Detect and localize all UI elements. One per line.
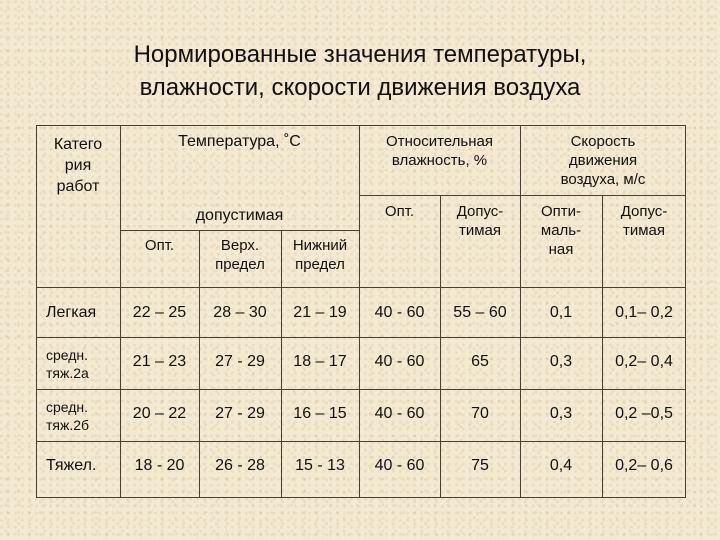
cell-speed-permissible: 0,2– 0,6 — [615, 456, 673, 474]
header-temp-lower: Нижний предел — [292, 237, 348, 273]
cell-speed-permissible: 0,2– 0,4 — [615, 352, 673, 370]
cell-speed-opt: 0,1 — [549, 304, 573, 321]
header-humidity: Относительная влажность, % — [386, 133, 493, 169]
cell-temp-upper: 27 - 29 — [215, 404, 265, 422]
cell-temp-opt: 22 – 25 — [132, 304, 187, 321]
header-category: Катего рия работ — [53, 135, 103, 195]
cell-humidity-permissible: 65 — [471, 352, 489, 370]
cell-humidity-permissible: 75 — [471, 456, 489, 474]
cell-speed-permissible: 0,1– 0,2 — [615, 304, 673, 321]
cell-humidity-opt: 40 - 60 — [374, 304, 425, 321]
cell-speed-opt: 0,3 — [549, 404, 573, 422]
header-temp-upper: Верх. предел — [215, 237, 265, 273]
header-temp-opt: Опт. — [144, 237, 175, 254]
header-permissible: допустимая — [195, 206, 284, 224]
row-category: Тяжел. — [46, 456, 97, 474]
cell-humidity-opt: 40 - 60 — [374, 456, 425, 474]
cell-speed-opt: 0,4 — [549, 456, 573, 474]
cell-temp-upper: 28 – 30 — [213, 304, 267, 321]
header-air-speed: Скорость движения воздуха, м/с — [560, 133, 646, 188]
row-category: средн. тяж.2а — [46, 346, 89, 381]
header-humidity-opt: Опт. — [384, 203, 415, 220]
cell-humidity-opt: 40 - 60 — [374, 352, 425, 370]
cell-temp-upper: 27 - 29 — [215, 352, 265, 370]
cell-temp-opt: 20 – 22 — [132, 404, 187, 422]
title-line-2: влажности, скорости движения воздуха — [139, 74, 581, 101]
cell-humidity-opt: 40 - 60 — [374, 404, 425, 422]
cell-temp-lower: 16 – 15 — [293, 404, 347, 422]
row-category: Легкая — [46, 304, 97, 321]
cell-temp-opt: 18 - 20 — [134, 456, 185, 474]
cell-temp-opt: 21 – 23 — [132, 352, 187, 370]
cell-temp-lower: 18 – 17 — [293, 352, 347, 370]
cell-speed-permissible: 0,2 –0,5 — [615, 404, 673, 422]
row-category: средн. тяж.2б — [46, 398, 90, 433]
cell-temp-upper: 26 - 28 — [215, 456, 265, 474]
title-line-1: Нормированные значения температуры, — [133, 41, 587, 68]
cell-temp-lower: 15 - 13 — [295, 456, 345, 474]
header-speed-optimal: Опти- маль- ная — [540, 203, 582, 258]
header-speed-permissible: Допус- тимая — [620, 203, 668, 239]
cell-speed-opt: 0,3 — [549, 352, 573, 370]
header-humidity-permissible: Допус- тимая — [456, 203, 504, 239]
cell-humidity-permissible: 55 – 60 — [453, 304, 507, 321]
header-temperature: Температура, ˚С — [178, 133, 301, 150]
cell-temp-lower: 21 – 19 — [293, 304, 347, 321]
cell-humidity-permissible: 70 — [471, 404, 489, 422]
